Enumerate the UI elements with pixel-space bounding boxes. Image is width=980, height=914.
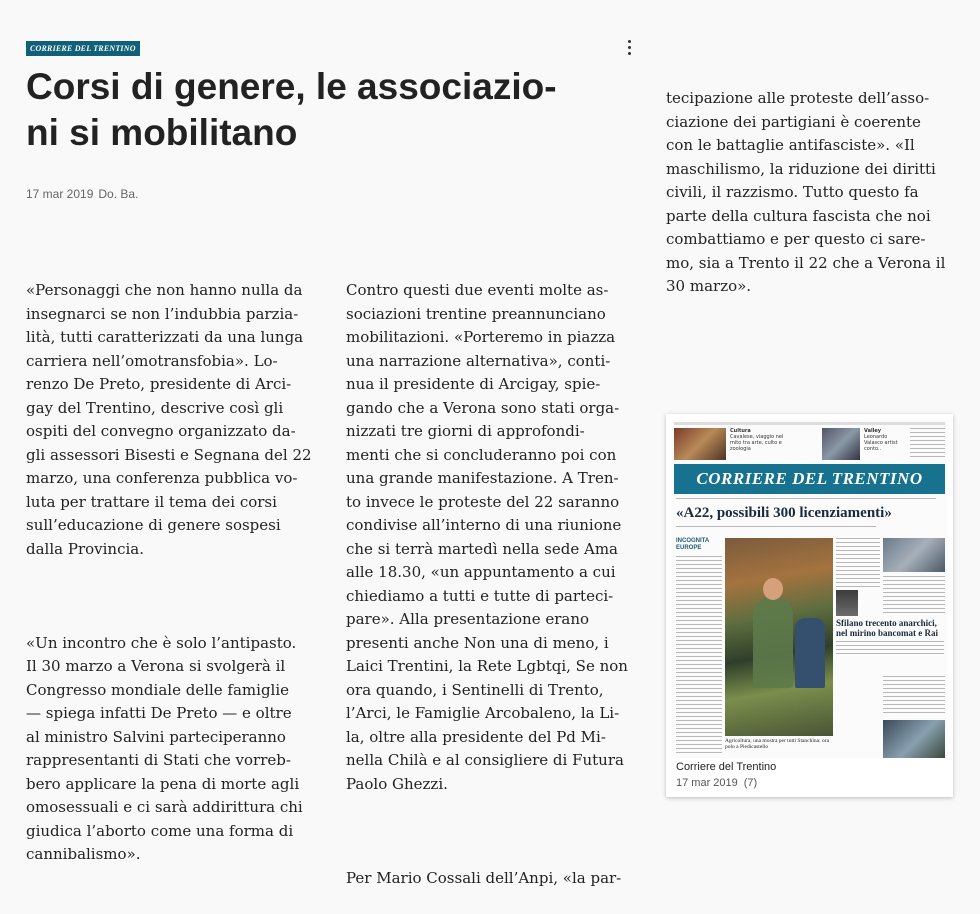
paragraph: tecipazione alle proteste dell’asso- ciazione dei partigiani è coerente con le battaglie antifasciste». «Il maschilismo, la riduzione dei diritti civili, il razzismo. Tutto questo fa parte della cultura fascista che noi combattiamo e per questo ci sare- mo, sia a Trento il 22 che a Verona il 30 marzo». (666, 89, 946, 295)
thumbnail-source: Corriere del Trentino (676, 761, 777, 773)
promo-valley-text: Leonardo Valasco artist conto.. (864, 434, 898, 452)
left-column (676, 538, 722, 756)
front-page-photo (725, 538, 833, 736)
promo-text-block (910, 428, 945, 460)
promo-image (674, 428, 726, 460)
article-date: 17 mar 2019 (26, 187, 94, 201)
paragraph: «Un incontro che è solo l’antipasto. Il 30 marzo a Verona si svolgerà il Congresso mondiale delle famiglie — spiega infatti De Preto — e oltre al ministro Salvini parteciperanno rappresentanti di Stati che vorreb- bero applicare la pena di morte agli omosessuali e ci sarà addirittura chi giudica l’aborto come una forma di cannibalismo». (26, 633, 303, 863)
promo-valley-label: Valley (864, 428, 882, 434)
paragraph: «Personaggi che non hanno nulla da insegnarci se non l’indubbia parzia- lità, tutti caratterizzati da una lunga carriera nell’omotransfobia». Lo- renzo De Preto, presidente di Arci- gay del Trentino, descrive così gli ospiti del convegno organizzato da- gli assessori Bisesti e Segnana del 22 marzo, una conferenza pubblica vo- luta per trattare il tema dei corsi sull’educazione di genere sospesi dalla Provincia. (26, 281, 312, 558)
headline-line-2: ni si mobilitano (26, 112, 298, 153)
article-column-1 (26, 232, 312, 890)
promo-culture-text: Cavalese, viaggio nel mito tra arte, culto e zoologia (730, 434, 784, 452)
mid-column-text (836, 538, 880, 588)
article-column-3 (666, 40, 945, 322)
promo-image (822, 428, 860, 460)
right-column (883, 538, 945, 756)
right-photo (883, 538, 945, 572)
paragraph: Per Mario Cossali dell’Anpi, «la par- (346, 868, 622, 887)
newspaper-main-headline: «A22, possibili 300 licenziamenti» (676, 505, 892, 521)
newspaper-page-image (672, 420, 947, 758)
article-byline (26, 187, 138, 201)
subheadline-line (676, 526, 876, 530)
promo-culture-label: Cultura (730, 428, 751, 434)
section-label: INCOGNITA EUROPE (676, 538, 709, 551)
thumbnail-count: (7) (743, 777, 758, 789)
thumbnail-meta (676, 777, 757, 789)
newspaper-masthead: CORRIERE DEL TRENTINO (674, 464, 945, 494)
article-headline (26, 64, 626, 156)
right-photo (883, 720, 945, 758)
newspaper-page-thumbnail[interactable] (666, 414, 953, 797)
paragraph: Contro questi due eventi molte as- sociazioni trentine preannunciano mobilitazioni. «Porteremo in piazza una narrazione alternativa», conti- nua il presidente di Arcigay, spie- gando che a Verona sono stati orga- nizzati tre giorni di approfondi- menti che si concluderanno poi con una grande manifestazione. A Tren- to invece le proteste del 22 saranno condivise all’interno di una riunione che si terrà martedì nella sede Ama alle 18.30, «un appuntamento a cui chiediamo a tutti e tutte di parteci- pare». Alla presentazione erano presenti anche Non una di meno, i Laici Trentini, la Rete Lgbtqi, Se non ora quando, i Sentinelli di Trento, l’Arci, le Famiglie Arcobaleno, la Li- la, oltre alla presidente del Pd Mi- nella Chilà e al consigliere di Futura Paolo Ghezzi. (346, 281, 628, 793)
thumbnail-date: 17 mar 2019 (676, 777, 738, 789)
article-author: Do. Ba. (98, 187, 139, 201)
headline-line-1: Corsi di genere, le associazio- (26, 66, 557, 107)
more-vertical-icon[interactable] (622, 40, 636, 58)
side-headline: Sfilano trecento anarchici, nel mirino bancomat e Rai (836, 618, 938, 638)
article-column-2 (346, 232, 628, 914)
publication-badge[interactable]: CORRIERE DEL TRENTINO (26, 41, 140, 56)
portrait-photo (836, 590, 858, 616)
promo-culture (730, 428, 786, 460)
promo-valley (864, 428, 904, 460)
kicker-line (676, 498, 936, 502)
photo-caption: Agricoltura, una mostra per tutti Stanchina: ora polo a Piedicastello (725, 738, 830, 750)
